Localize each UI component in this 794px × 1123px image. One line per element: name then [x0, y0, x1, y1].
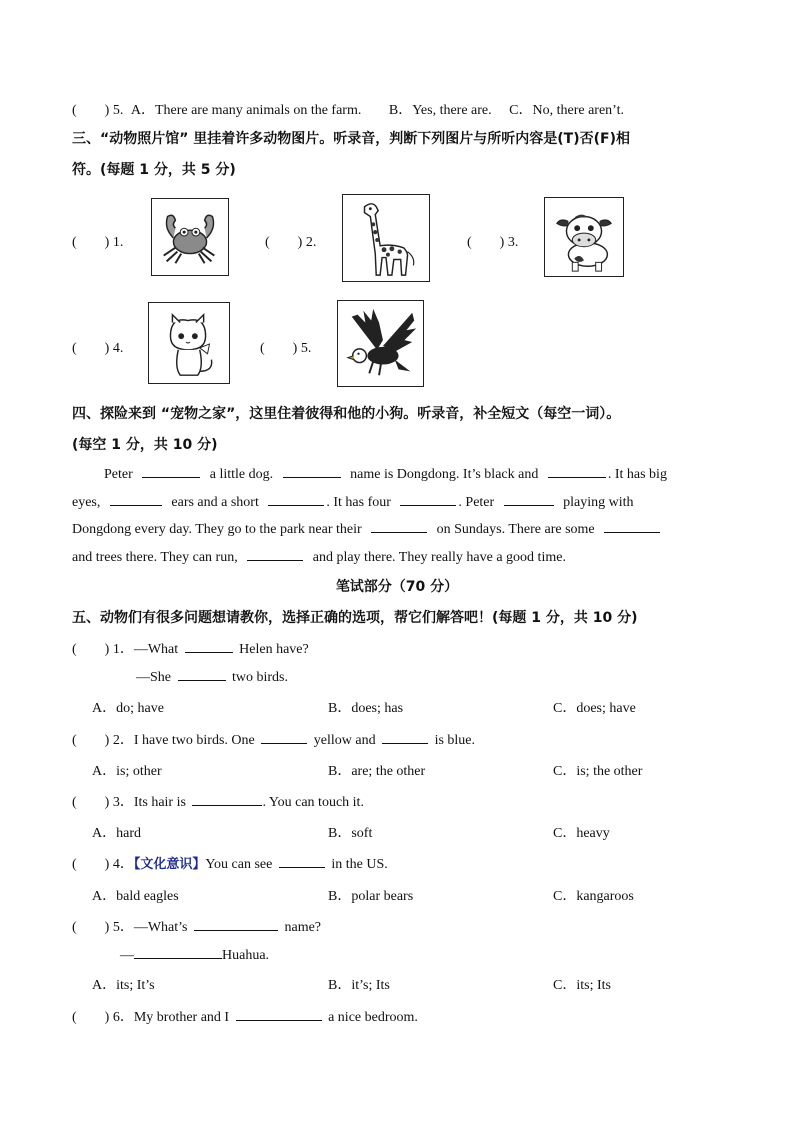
picture-item-label	[260, 337, 311, 357]
answer-paren: ( )	[72, 733, 110, 748]
question-row	[72, 729, 475, 749]
option-c: C．No, there aren’t.	[509, 103, 624, 118]
fill-blank[interactable]	[504, 493, 554, 506]
passage-text: Peter	[104, 467, 133, 482]
question-number: 2.	[305, 235, 317, 250]
answer-paren: ( )	[72, 857, 110, 872]
question-row	[72, 99, 624, 119]
question-row	[72, 916, 321, 936]
question-text: in the US.	[331, 857, 388, 872]
passage-text: eyes,	[72, 495, 101, 510]
section-3-title: 三、“动物照片馆” 里挂着许多动物图片。听录音，判断下列图片与所听内容是(T)否(F)相	[72, 131, 630, 147]
question-text: Helen have?	[239, 642, 309, 657]
option-a: A．do; have	[92, 701, 164, 716]
fill-blank[interactable]	[192, 793, 262, 806]
passage-text: . It has four	[326, 495, 391, 510]
fill-blank[interactable]	[142, 465, 200, 478]
question-text: 4．	[112, 857, 134, 872]
question-row	[120, 946, 269, 964]
option-a: A．There are many animals on the farm.	[130, 103, 362, 118]
option-c: C．heavy	[553, 826, 610, 841]
question-row	[136, 668, 288, 686]
fill-blank[interactable]	[283, 465, 341, 478]
answer-paren: ( )	[72, 235, 110, 250]
section-5-title: 五、动物们有很多问题想请教你，选择正确的选项，帮它们解答吧！(每题 1 分，共 10 分)	[72, 610, 638, 626]
passage-text: on Sundays. There are some	[436, 522, 595, 537]
passage-text: and play there. They really have a good time.	[312, 550, 566, 565]
question-number: 5.	[112, 103, 124, 118]
passage-line	[72, 520, 666, 538]
passage-text: Dongdong every day. They go to the park near their	[72, 522, 362, 537]
passage-text: a little dog.	[209, 467, 274, 482]
question-row	[72, 638, 309, 658]
fill-blank[interactable]	[268, 493, 324, 506]
question-text: You can see	[205, 857, 273, 872]
picture-item-label	[467, 231, 518, 251]
option-b: B．Yes, there are.	[388, 103, 492, 118]
option-a: A．bald eagles	[92, 889, 179, 904]
question-text: 6．My brother and I	[112, 1010, 230, 1025]
crab-picture	[151, 198, 229, 276]
fill-blank[interactable]	[279, 855, 325, 868]
option-c: C．kangaroos	[553, 889, 634, 904]
culture-awareness-tag: 【文化意识】	[133, 857, 206, 872]
section-4-subtitle: (每空 1 分，共 10 分)	[72, 437, 218, 453]
question-text: 5．—What’s	[112, 920, 188, 935]
answer-paren: ( )	[265, 235, 303, 250]
option-b: B．soft	[328, 826, 373, 841]
fill-blank[interactable]	[110, 493, 162, 506]
passage-text: and trees there. They can run,	[72, 550, 238, 565]
answer-paren: ( )	[72, 1010, 110, 1025]
question-text: 3．Its hair is	[112, 795, 186, 810]
question-text: a nice bedroom.	[328, 1010, 418, 1025]
passage-text: . Peter	[458, 495, 495, 510]
option-b: B．it’s; Its	[328, 978, 390, 993]
question-text: 2．I have two birds. One	[112, 733, 255, 748]
fill-blank[interactable]	[604, 520, 660, 533]
question-text: two birds.	[232, 670, 288, 685]
eagle-picture	[337, 300, 424, 387]
option-b: B．polar bears	[328, 889, 414, 904]
option-b: B．are; the other	[328, 764, 426, 779]
option-b: B．does; has	[328, 701, 404, 716]
passage-text: ears and a short	[171, 495, 259, 510]
cat-picture	[148, 302, 230, 384]
picture-item-label	[72, 231, 123, 251]
answer-paren: ( )	[467, 235, 505, 250]
answer-paren: ( )	[72, 920, 110, 935]
question-row	[72, 1006, 418, 1026]
fill-blank[interactable]	[382, 731, 428, 744]
picture-item-label	[265, 231, 316, 251]
question-text: —She	[136, 670, 171, 685]
section-4-title: 四、探险来到 “宠物之家”，这里住着彼得和他的小狗。听录音，补全短文（每空一词）。	[72, 406, 621, 422]
answer-paren: ( )	[260, 341, 298, 356]
option-a: A．hard	[92, 826, 141, 841]
written-part-header: 笔试部分（70 分）	[335, 579, 459, 595]
passage-text: playing with	[563, 495, 634, 510]
option-c: C．is; the other	[553, 764, 643, 779]
answer-paren: ( )	[72, 642, 110, 657]
fill-blank[interactable]	[236, 1008, 322, 1021]
picture-item-label	[72, 337, 123, 357]
fill-blank[interactable]	[185, 640, 233, 653]
question-number: 5.	[300, 341, 312, 356]
question-number: 4.	[112, 341, 124, 356]
question-text: name?	[284, 920, 322, 935]
question-row	[72, 791, 364, 811]
fill-blank[interactable]	[247, 548, 303, 561]
passage-line	[72, 548, 566, 566]
question-text: —	[120, 948, 134, 963]
passage-line	[104, 465, 667, 483]
answer-paren: ( )	[72, 103, 110, 118]
passage-line	[72, 493, 634, 511]
fill-blank[interactable]	[194, 918, 278, 931]
passage-text: . It has big	[607, 467, 667, 482]
question-number: 3.	[507, 235, 519, 250]
question-text: 1．—What	[112, 642, 179, 657]
fill-blank[interactable]	[261, 731, 307, 744]
question-text: yellow and	[313, 733, 376, 748]
question-text: Huahua.	[222, 948, 270, 963]
fill-blank[interactable]	[548, 465, 606, 478]
fill-blank[interactable]	[400, 493, 456, 506]
answer-paren: ( )	[72, 795, 110, 810]
answer-paren: ( )	[72, 341, 110, 356]
question-row	[72, 853, 388, 873]
question-text: is blue.	[434, 733, 476, 748]
fill-blank[interactable]	[178, 668, 226, 681]
fill-blank[interactable]	[371, 520, 427, 533]
giraffe-picture	[342, 194, 430, 282]
question-number: 1.	[112, 235, 124, 250]
option-a: A．its; It’s	[92, 978, 155, 993]
option-a: A．is; other	[92, 764, 162, 779]
cow-picture	[544, 197, 624, 277]
fill-blank[interactable]	[134, 946, 222, 959]
question-text: . You can touch it.	[262, 795, 364, 810]
option-c: C．its; Its	[553, 978, 611, 993]
section-3-subtitle: 符。(每题 1 分，共 5 分)	[72, 162, 236, 178]
passage-text: name is Dongdong. It’s black and	[350, 467, 539, 482]
option-c: C．does; have	[553, 701, 636, 716]
